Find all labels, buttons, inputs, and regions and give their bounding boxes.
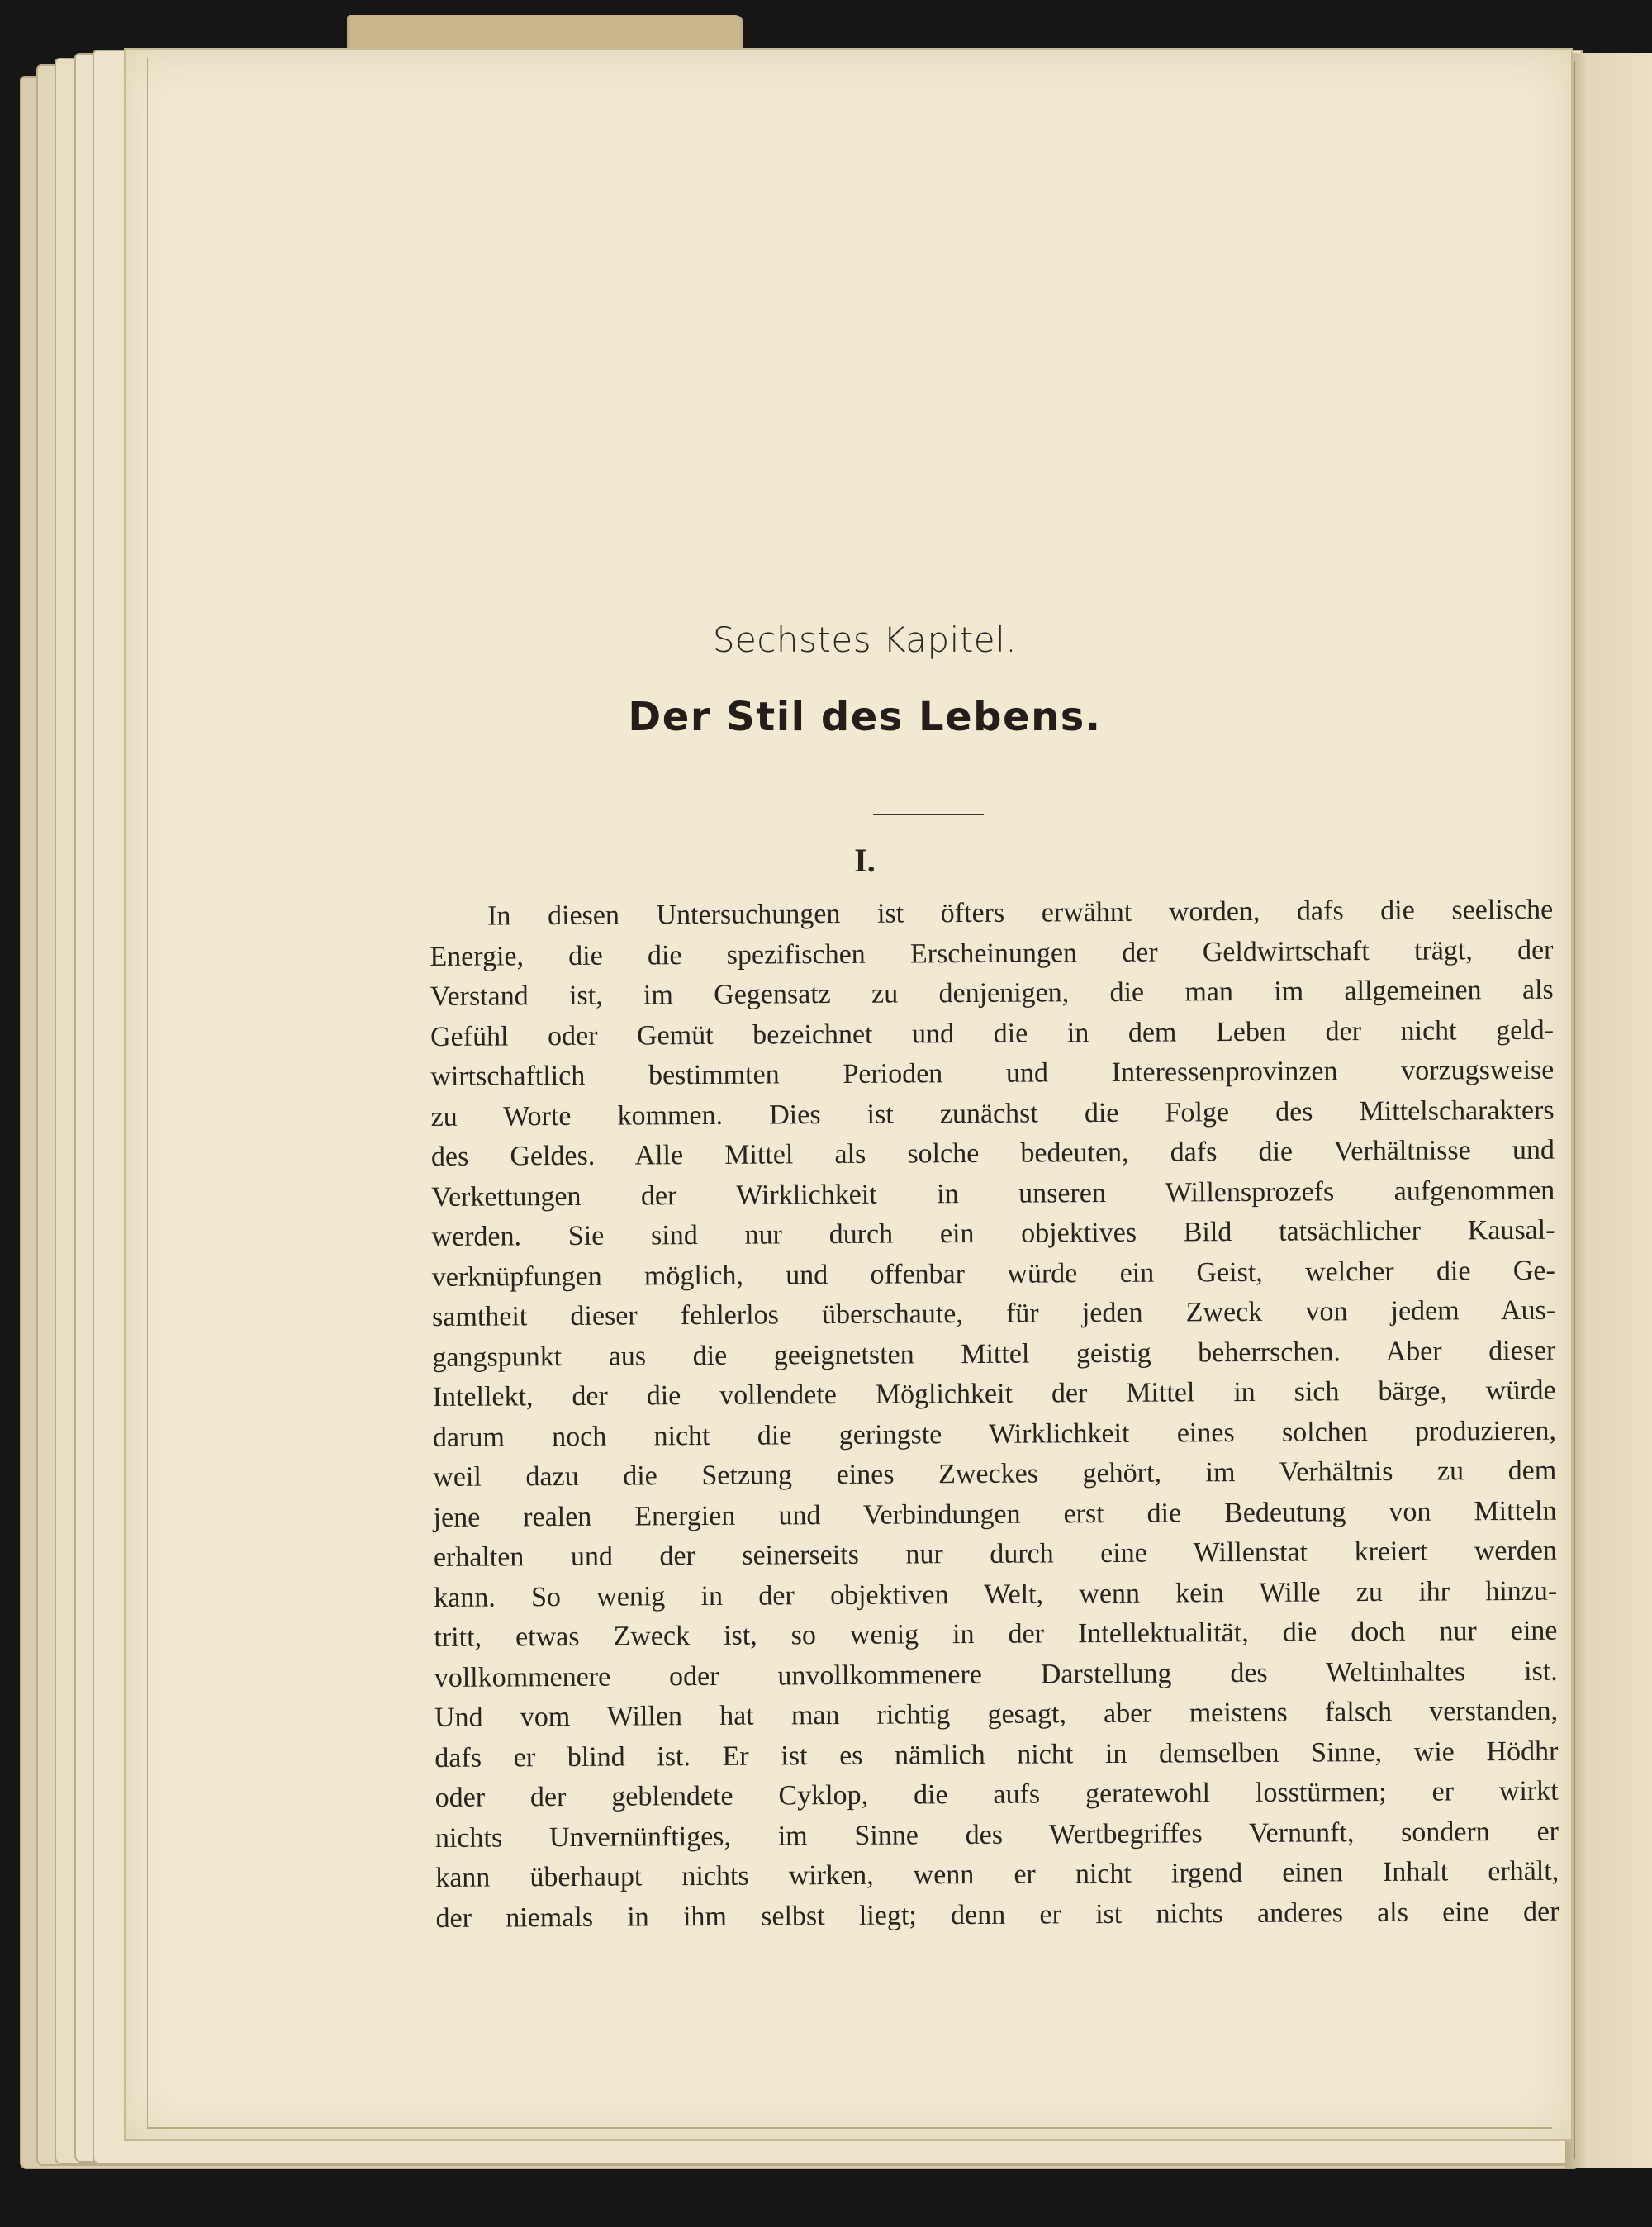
text-line: tritt, etwas Zweck ist, so wenig in der Intellektualität, die doch nur eine — [434, 1615, 1558, 1653]
text-line: Und vom Willen hat man richtig gesagt, aber meistens falsch verstanden, — [434, 1695, 1559, 1733]
text-line: In diesen Untersuchungen ist öfters erwähnt worden, dafs die seelische — [487, 894, 1554, 932]
text-line: des Geldes. Alle Mittel als solche bedeuten, dafs die Verhältnisse und — [430, 1134, 1555, 1172]
text-line: dafs er blind ist. Er ist es nämlich nicht in demselben Sinne, wie Hödhr — [434, 1736, 1559, 1774]
text-line: verknüpfungen möglich, und offenbar würde ein Geist, welcher die Ge- — [431, 1255, 1555, 1293]
text-line: Energie, die die spezifischen Erscheinungen der Geldwirtschaft trägt, der — [430, 934, 1554, 972]
text-line: der niemals in ihm selbst liegt; denn er ist nichts anderes als eine der — [435, 1896, 1559, 1934]
text-line: kann. So wenig in der objektiven Welt, wenn kein Wille zu ihr hinzu- — [434, 1575, 1558, 1613]
text-line: gangspunkt aus die geeignetsten Mittel geistig beherrschen. Aber dieser — [432, 1335, 1556, 1373]
text-line: samtheit dieser fehlerlos überschaute, für jeden Zweck von jedem Aus- — [431, 1294, 1556, 1332]
body-paragraph — [430, 890, 1559, 1939]
text-line: oder der geblendete Cyklop, die aufs geratewohl losstürmen; er wirkt — [434, 1775, 1559, 1813]
text-line: zu Worte kommen. Dies ist zunächst die Folge des Mittelscharakters — [430, 1095, 1555, 1132]
text-line: Verstand ist, im Gegensatz zu denjenigen, die man im allgemeinen als — [430, 974, 1554, 1012]
text-line: wirtschaftlich bestimmten Perioden und Interessenprovinzen vorzugsweise — [430, 1054, 1555, 1092]
text-line: werden. Sie sind nur durch ein objektives Bild tatsächlicher Kausal- — [431, 1214, 1555, 1252]
text-line: darum noch nicht die geringste Wirklichkeit eines solchen produzieren, — [432, 1415, 1557, 1453]
text-line: nichts Unvernünftiges, im Sinne des Wertbegriffes Vernunft, sondern er — [434, 1816, 1559, 1854]
title-divider — [873, 814, 984, 815]
bleed-through-text — [423, 335, 1563, 645]
text-line: jene realen Energien und Verbindungen erst die Bedeutung von Mitteln — [433, 1495, 1557, 1533]
section-number: I. — [854, 842, 876, 879]
text-line: Intellekt, der die vollendete Möglichkeit der Mittel in sich bärge, würde — [432, 1375, 1556, 1413]
book-page — [124, 48, 1573, 2141]
text-line: vollkommenere oder unvollkommenere Darstellung des Weltinhaltes ist. — [434, 1655, 1558, 1693]
text-line: Verkettungen der Wirklichkeit in unseren Willensprozefs aufgenommen — [431, 1175, 1555, 1213]
text-line: weil dazu die Setzung eines Zweckes gehört, im Verhältnis zu dem — [433, 1455, 1557, 1493]
text-line: Gefühl oder Gemüt bezeichnet und die in dem Leben der nicht geld- — [430, 1014, 1555, 1052]
text-line: kann überhaupt nichts wirken, wenn er nicht irgend einen Inhalt erhält, — [435, 1855, 1559, 1893]
chapter-title: Der Stil des Lebens. — [628, 694, 1102, 740]
chapter-number: Sechstes Kapitel. — [712, 620, 1018, 660]
facing-page-edge-line — [1574, 61, 1652, 2159]
text-line: erhalten und der seinerseits nur durch eine Willenstat kreiert werden — [433, 1535, 1557, 1573]
